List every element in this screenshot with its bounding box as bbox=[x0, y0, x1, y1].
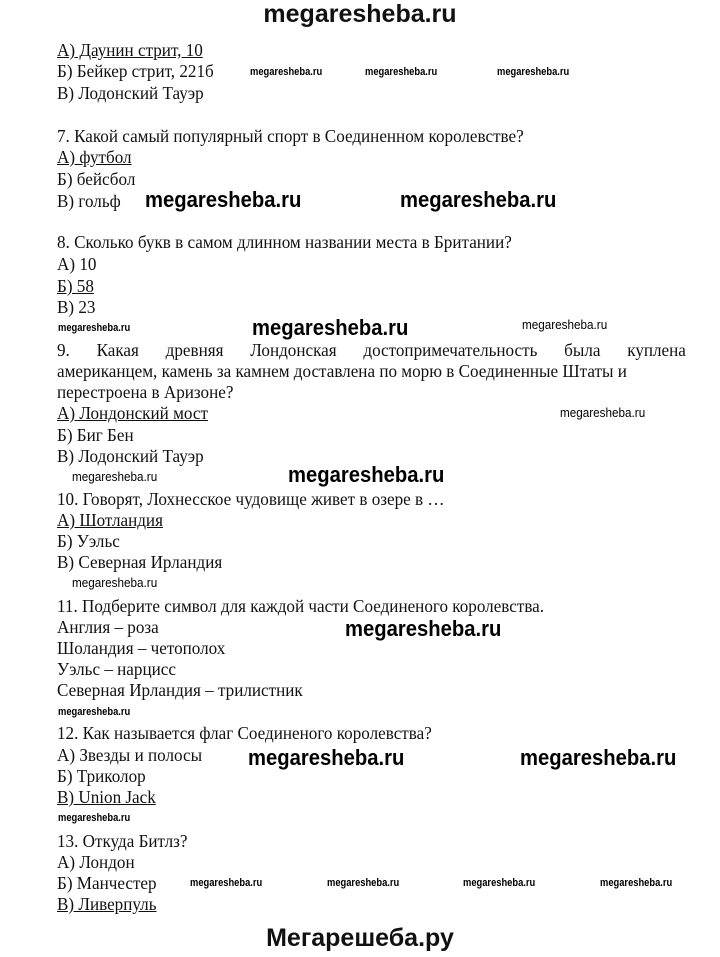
watermark: megaresheba.ru bbox=[365, 66, 438, 78]
q6-option-c: В) Лодонский Тауэр bbox=[57, 83, 204, 103]
q7-option-a: А) футбол bbox=[57, 147, 132, 167]
site-footer: Мегарешеба.ру bbox=[266, 924, 454, 952]
watermark: megaresheba.ru bbox=[497, 66, 570, 78]
q11-question: 11. Подберите символ для каждой части Соединеного королевства. bbox=[57, 596, 545, 616]
watermark: megaresheba.ru bbox=[288, 462, 445, 487]
q7-question: 7. Какой самый популярный спорт в Соединенном королевстве? bbox=[57, 126, 524, 146]
watermark: megaresheba.ru bbox=[560, 405, 646, 420]
q13-option-a: А) Лондон bbox=[57, 852, 135, 872]
q8-option-a: А) 10 bbox=[57, 254, 97, 274]
q9-option-b: Б) Биг Бен bbox=[57, 425, 134, 445]
q11-line-wales: Уэльс – нарцисс bbox=[57, 659, 176, 679]
watermark: megaresheba.ru bbox=[345, 616, 502, 641]
watermark: megaresheba.ru bbox=[72, 469, 158, 484]
q9-option-a: А) Лондонский мост bbox=[57, 403, 208, 423]
watermark: megaresheba.ru bbox=[72, 575, 158, 590]
q12-option-c: В) Union Jack bbox=[57, 787, 156, 807]
q12-option-a: А) Звезды и полосы bbox=[57, 745, 203, 765]
q13-question: 13. Откуда Битлз? bbox=[57, 831, 188, 851]
watermark: megaresheba.ru bbox=[327, 877, 400, 889]
q13-option-b: Б) Манчестер bbox=[57, 873, 157, 893]
q11-line-scotland: Шоландия – четополох bbox=[57, 638, 226, 658]
q9-option-c: В) Лодонский Тауэр bbox=[57, 446, 204, 466]
watermark: megaresheba.ru bbox=[463, 877, 536, 889]
q8-question: 8. Сколько букв в самом длинном названии места в Британии? bbox=[57, 232, 512, 252]
watermark: megaresheba.ru bbox=[248, 745, 405, 770]
watermark: megaresheba.ru bbox=[58, 812, 131, 824]
q10-option-b: Б) Уэльс bbox=[57, 531, 120, 551]
watermark: megaresheba.ru bbox=[58, 322, 131, 334]
q9-question-line1: 9. Какая древняя Лондонская достопримечательность была куплена bbox=[57, 340, 686, 360]
q13-option-c: В) Ливерпуль bbox=[57, 894, 157, 914]
q9-question-line3: перестроена в Аризоне? bbox=[57, 382, 234, 402]
watermark: megaresheba.ru bbox=[250, 66, 323, 78]
q11-line-ireland: Северная Ирландия – трилистник bbox=[57, 680, 303, 700]
q6-option-a: А) Даунин стрит, 10 bbox=[57, 40, 203, 60]
watermark: megaresheba.ru bbox=[600, 877, 673, 889]
q7-option-b: Б) бейсбол bbox=[57, 169, 136, 189]
q9-question-line2: американцем, камень за камнем доставлена по морю в Соединенные Штаты и bbox=[57, 361, 627, 381]
q11-line-england: Англия – роза bbox=[57, 617, 159, 637]
q10-question: 10. Говорят, Лохнесское чудовище живет в озере в … bbox=[57, 489, 445, 509]
q8-option-b: Б) 58 bbox=[57, 276, 94, 296]
q7-option-c: В) гольф bbox=[57, 191, 121, 211]
watermark: megaresheba.ru bbox=[520, 745, 677, 770]
q12-option-b: Б) Триколор bbox=[57, 766, 146, 786]
site-header: megaresheba.ru bbox=[263, 0, 457, 28]
watermark: megaresheba.ru bbox=[252, 315, 409, 340]
q6-option-b: Б) Бейкер стрит, 221б bbox=[57, 61, 214, 81]
q10-option-a: А) Шотландия bbox=[57, 510, 163, 530]
q12-question: 12. Как называется флаг Соединеного королевства? bbox=[57, 723, 432, 743]
watermark: megaresheba.ru bbox=[145, 187, 302, 212]
watermark: megaresheba.ru bbox=[400, 187, 557, 212]
q8-option-c: В) 23 bbox=[57, 297, 96, 317]
watermark: megaresheba.ru bbox=[58, 706, 131, 718]
watermark: megaresheba.ru bbox=[190, 877, 263, 889]
watermark: megaresheba.ru bbox=[522, 317, 608, 332]
q10-option-c: В) Северная Ирландия bbox=[57, 552, 223, 572]
